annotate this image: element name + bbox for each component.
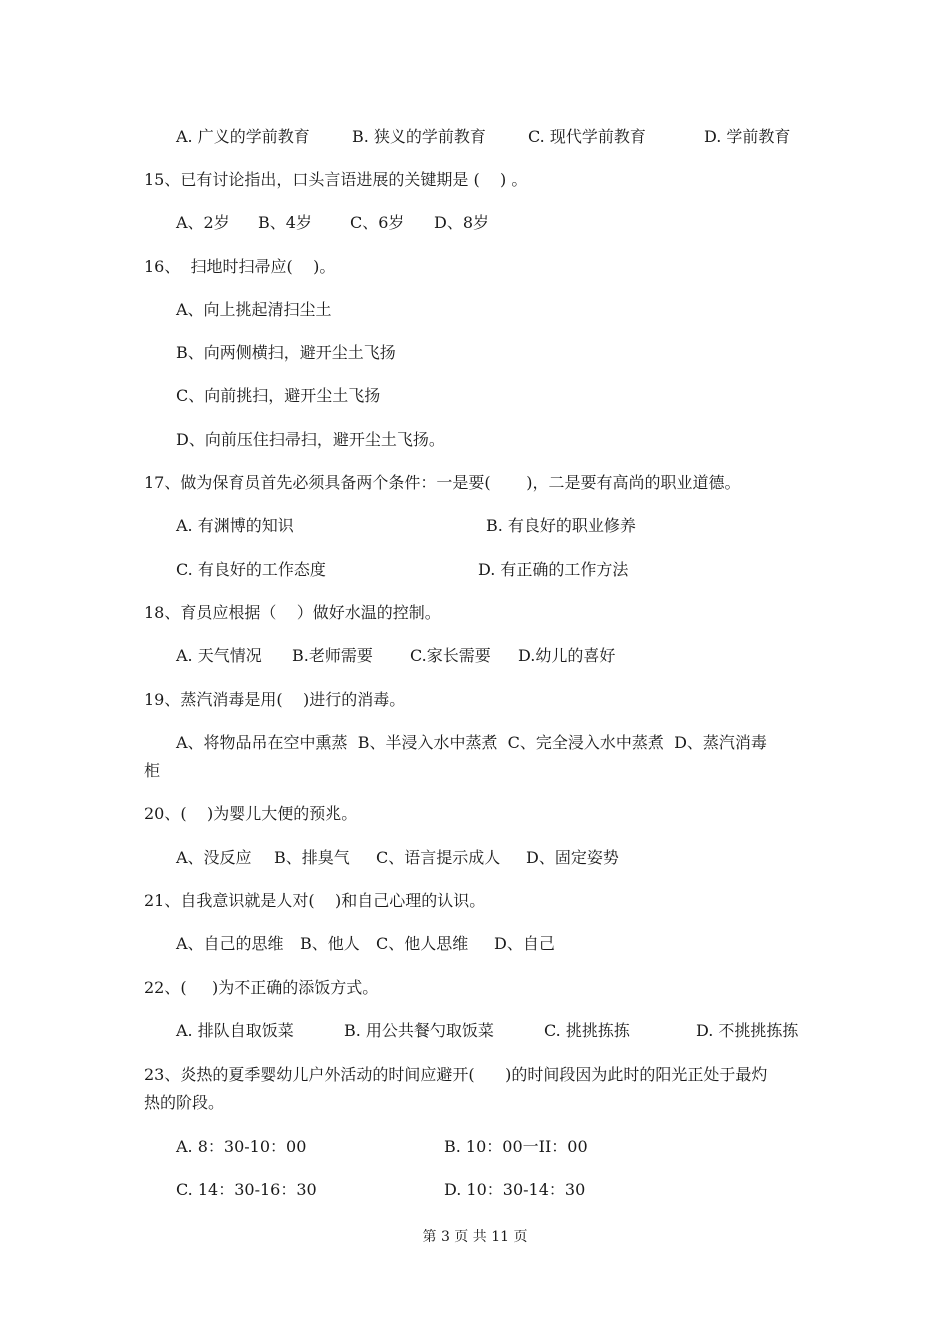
q17-stem: 17、做为保育员首先必须具备两个条件：一是要( )，二是要有高尚的职业道德。 xyxy=(144,473,741,492)
q20-option-a: A、没反应 xyxy=(176,848,252,867)
q17-option-a: A. 有渊博的知识 xyxy=(176,516,294,535)
q17-option-c: C. 有良好的工作态度 xyxy=(176,560,326,579)
q14-option-d: D. 学前教育 xyxy=(704,127,791,146)
q15-option-a: A、2岁 xyxy=(176,213,230,232)
q21-option-a: A、自己的思维 xyxy=(176,934,284,953)
q21-stem: 21、自我意识就是人对( )和自己心理的认识。 xyxy=(144,891,486,910)
q21-option-c: C、他人思维 xyxy=(376,934,469,953)
q22-option-b: B. 用公共餐勺取饭菜 xyxy=(344,1021,494,1040)
q22-option-a: A. 排队自取饭菜 xyxy=(176,1021,294,1040)
q23-option-d: D. 10：30-14：30 xyxy=(444,1180,586,1199)
q23-option-b: B. 10：00一II：00 xyxy=(444,1137,588,1156)
q22-stem: 22、( )为不正确的添饭方式。 xyxy=(144,978,379,997)
q14-option-a: A. 广义的学前教育 xyxy=(176,127,310,146)
q23-stem-wrap: 热的阶段。 xyxy=(144,1093,225,1112)
q20-option-d: D、固定姿势 xyxy=(526,848,619,867)
q18-option-a: A. 天气情况 xyxy=(176,646,262,665)
q17-option-b: B. 有良好的职业修养 xyxy=(486,516,636,535)
q19-options-wrap: 柜 xyxy=(144,761,161,780)
q16-option-c: C、向前挑扫，避开尘土飞扬 xyxy=(176,386,381,405)
q15-option-c: C、6岁 xyxy=(350,213,405,232)
q17-option-d: D. 有正确的工作方法 xyxy=(478,560,629,579)
q18-stem: 18、育员应根据（ ）做好水温的控制。 xyxy=(144,603,441,622)
q19-options-line: A、将物品吊在空中熏蒸 B、半浸入水中蒸煮 C、完全浸入水中蒸煮 D、蒸汽消毒 xyxy=(176,733,767,752)
q21-option-d: D、自己 xyxy=(494,934,555,953)
q20-stem: 20、( )为婴儿大便的预兆。 xyxy=(144,804,358,823)
q20-option-c: C、语言提示成人 xyxy=(376,848,501,867)
q15-stem: 15、已有讨论指出，口头言语进展的关键期是 ( ) 。 xyxy=(144,170,528,189)
q16-option-d: D、向前压住扫帚扫，避开尘土飞扬。 xyxy=(176,430,445,449)
q15-option-b: B、4岁 xyxy=(258,213,312,232)
q19-stem: 19、蒸汽消毒是用( )进行的消毒。 xyxy=(144,690,406,709)
q23-option-a: A. 8：30-10：00 xyxy=(176,1137,307,1156)
q14-option-c: C. 现代学前教育 xyxy=(528,127,646,146)
q23-option-c: C. 14：30-16：30 xyxy=(176,1180,317,1199)
q14-option-b: B. 狭义的学前教育 xyxy=(352,127,486,146)
q22-option-d: D. 不挑挑拣拣 xyxy=(696,1021,799,1040)
q18-option-d: D.幼儿的喜好 xyxy=(518,646,616,665)
q16-stem: 16、 扫地时扫帚应( )。 xyxy=(144,257,336,276)
q18-option-b: B.老师需要 xyxy=(292,646,373,665)
q16-option-a: A、向上挑起清扫尘土 xyxy=(176,300,332,319)
q23-stem: 23、炎热的夏季婴幼儿户外活动的时间应避开( )的时间段因为此时的阳光正处于最灼 xyxy=(144,1065,768,1084)
page-footer: 第 3 页 共 11 页 xyxy=(422,1229,528,1245)
q18-option-c: C.家长需要 xyxy=(410,646,491,665)
q22-option-c: C. 挑挑拣拣 xyxy=(544,1021,630,1040)
q21-option-b: B、他人 xyxy=(300,934,360,953)
q16-option-b: B、向两侧横扫，避开尘土飞扬 xyxy=(176,343,396,362)
q20-option-b: B、排臭气 xyxy=(274,848,350,867)
q15-option-d: D、8岁 xyxy=(434,213,490,232)
